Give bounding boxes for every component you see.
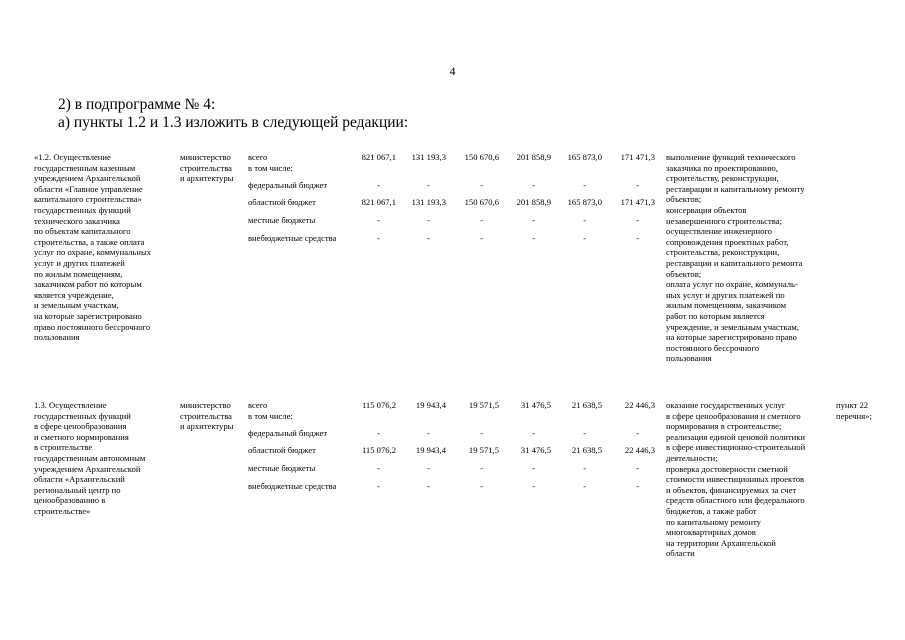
funding-value-cell: - [636,233,639,243]
funding-value-cell: 131 193,3 [411,197,446,207]
row-result-line: деятельности; [666,453,718,463]
funding-source-label: всего [248,152,268,162]
funding-value-cell: - [583,215,586,225]
row-title-line: государственных функций [34,205,131,215]
funding-value-cell: - [636,428,639,438]
row-title-line: учреждением Архангельской [34,463,141,474]
row-result-line: бюджетов, а также работ [666,506,757,516]
funding-value-cell: - [532,233,535,243]
row-title-line: ценообразованию в [34,495,106,506]
funding-source-label: областной бюджет [248,197,316,207]
row-result-line: на территории Архангельской [666,537,776,548]
funding-value-cell: - [427,481,430,491]
row-result-line: пользования [666,353,712,364]
funding-source-label: в том числе: [248,162,293,173]
row-result-line: реализация единой ценовой политики [666,431,805,442]
funding-value-cell: - [583,180,586,190]
funding-value-cell: - [480,180,483,190]
row-result-line: объектов; [666,268,702,279]
row-executor-line: строительства [180,162,232,173]
funding-value-cell: - [480,481,483,491]
funding-source-label: внебюджетные средства [248,233,337,243]
funding-value-cell: 201 858,9 [516,197,551,207]
row-title-line: области «Главное управление [34,183,143,194]
heading-line-2: а) пункты 1.2 и 1.3 изложить в следующей редакции: [58,114,409,131]
funding-value-cell: - [427,233,430,243]
funding-value-cell: - [480,233,483,243]
row-executor-line: строительства [180,410,232,421]
funding-value-cell: 115 076,2 [361,445,396,455]
funding-source-label: областной бюджет [248,445,316,455]
row-result-line: объектов; [666,194,702,205]
funding-value-cell: 171 471,3 [620,152,655,162]
funding-value-cell: - [532,180,535,190]
row-result-line: в сфере ценообразования и сметного [666,410,801,421]
row-result-line: оказание государственных услуг [666,400,786,410]
funding-value-cell: 31 476,5 [520,445,551,455]
funding-value-cell: - [377,233,380,243]
row-result-line: учреждение, и земельным участкам, [666,321,799,332]
row-title-line: технического заказчика [34,215,120,226]
funding-value-cell: - [532,463,535,473]
row-result-line: области [666,548,695,559]
funding-source-label: местные бюджеты [248,215,316,225]
row-result-line: строительства, реконструкции, [666,247,780,258]
row-title-line: государственных функций [34,410,131,421]
row-title-line: в сфере ценообразования [34,421,127,432]
row-result-line: консервация объектов [666,205,747,215]
funding-source-label: федеральный бюджет [248,180,328,190]
funding-source-label: федеральный бюджет [248,428,328,438]
row-title-line: пользования [34,332,80,343]
row-title-line: «1.2. Осуществление [34,152,111,162]
funding-value-cell: - [583,481,586,491]
row-note-line: пункт 22 [836,400,869,410]
row-result-line: и объектов, финансируемых за счет [666,484,797,495]
funding-value-cell: - [377,463,380,473]
funding-source-label: местные бюджеты [248,463,316,473]
row-title-line: государственным автономным [34,453,146,463]
funding-value-cell: 201 858,9 [516,152,551,162]
heading-line-1: 2) в подпрограмме № 4: [58,96,216,113]
funding-value-cell: - [427,215,430,225]
row-result-line: реставрации и капитального ремонта [666,258,803,268]
funding-value-cell: - [636,463,639,473]
page-number: 4 [449,64,456,78]
row-result-line: в сфере инвестиционно-строительной [666,442,806,453]
funding-value-cell: 821 067,1 [361,152,396,162]
row-title-line: по жилым помещениям, [34,268,123,279]
funding-value-cell: 150 670,6 [464,152,499,162]
row-result-line: оплата услуг по охране, коммуналь- [666,279,798,290]
funding-value-cell: 19 571,5 [468,445,499,455]
funding-value-cell: 21 638,5 [571,400,602,410]
row-title-line: строительстве» [34,506,91,516]
funding-value-cell: - [480,463,483,473]
funding-value-cell: 22 446,3 [624,445,655,455]
row-title-line: капитального строительства» [34,194,142,205]
funding-value-cell: 19 943,4 [415,400,446,410]
row-title-line: услуг и других платежей [34,258,125,268]
row-title-line: государственным казенным [34,162,136,173]
funding-value-cell: 165 873,0 [567,197,602,207]
row-title-line: и земельным участкам, [34,300,119,311]
funding-value-cell: - [427,180,430,190]
row-result-line: на которые зарегистрировано право [666,332,797,343]
row-result-line: работ по которым является [666,311,765,321]
row-result-line: проверка достоверности сметной [666,463,788,474]
row-title-line: услуг по охране, коммунальных [34,247,152,258]
row-result-line: жилым помещениям, заказчиком [666,300,787,311]
row-title-line: и сметного нормирования [34,431,129,442]
row-title-line: учреждением Архангельской [34,173,141,184]
funding-value-cell: - [532,428,535,438]
row-title-line: на которые зарегистрировано [34,311,142,321]
row-result-line: постоянного бессрочного [666,342,760,353]
row-note-line: перечня»; [836,410,872,421]
funding-value-cell: 821 067,1 [361,197,396,207]
funding-value-cell: - [636,215,639,225]
funding-value-cell: - [427,463,430,473]
funding-value-cell: - [377,428,380,438]
funding-value-cell: - [427,428,430,438]
funding-value-cell: - [636,481,639,491]
row-result-line: средств областного или федерального [666,495,805,506]
funding-value-cell: 22 446,3 [624,400,655,410]
row-result-line: реставрации и капитальному ремонту [666,183,805,194]
funding-value-cell: - [480,215,483,225]
funding-value-cell: - [636,180,639,190]
row-result-line: осуществление инженерного [666,226,772,237]
row-title-line: 1.3. Осуществление [34,400,107,410]
row-result-line: стоимости инвестиционных проектов [666,474,805,485]
row-title-line: в строительстве [34,442,93,453]
row-executor-line: и архитектуры [180,421,234,432]
funding-value-cell: - [583,463,586,473]
row-title-line: региональный центр по [34,484,121,495]
row-result-line: ных услуг и других платежей по [666,289,785,300]
funding-source-label: внебюджетные средства [248,481,337,491]
funding-value-cell: 21 638,5 [571,445,602,455]
row-result-line: заказчика по проектированию, [666,162,778,173]
row-result-line: сопровождения проектных работ, [666,236,789,247]
funding-value-cell: 115 076,2 [361,400,396,410]
row-result-line: выполнение функций технического [666,152,796,162]
row-result-line: строительству, реконструкции, [666,173,779,184]
funding-value-cell: 19 943,4 [415,445,446,455]
row-executor-line: министерство [180,152,231,162]
funding-value-cell: - [532,215,535,225]
funding-value-cell: 31 476,5 [520,400,551,410]
row-executor-line: министерство [180,400,231,410]
funding-value-cell: - [532,481,535,491]
row-title-line: по объектам капитального [34,226,131,237]
row-result-line: незавершенного строительства; [666,215,782,226]
row-result-line: по капитальному ремонту [666,516,761,527]
row-title-line: области «Архангельский [34,474,125,485]
funding-value-cell: 171 471,3 [620,197,655,207]
row-title-line: право постоянного бессрочного [34,321,151,332]
row-title-line: заказчиком работ по которым [34,279,142,290]
row-result-line: многоквартирных домов [666,527,756,538]
row-title-line: строительства, а также оплата [34,236,145,247]
funding-value-cell: - [377,481,380,491]
row-title-line: является учреждение, [34,289,114,300]
funding-value-cell: - [377,215,380,225]
funding-value-cell: - [583,428,586,438]
funding-value-cell: 150 670,6 [464,197,499,207]
funding-value-cell: 165 873,0 [567,152,602,162]
funding-value-cell: 19 571,5 [468,400,499,410]
funding-source-label: всего [248,400,268,410]
funding-value-cell: 131 193,3 [411,152,446,162]
funding-value-cell: - [480,428,483,438]
row-executor-line: и архитектуры [180,173,234,184]
row-result-line: нормирования в строительстве; [666,421,782,432]
funding-value-cell: - [377,180,380,190]
funding-source-label: в том числе: [248,410,293,421]
funding-value-cell: - [583,233,586,243]
